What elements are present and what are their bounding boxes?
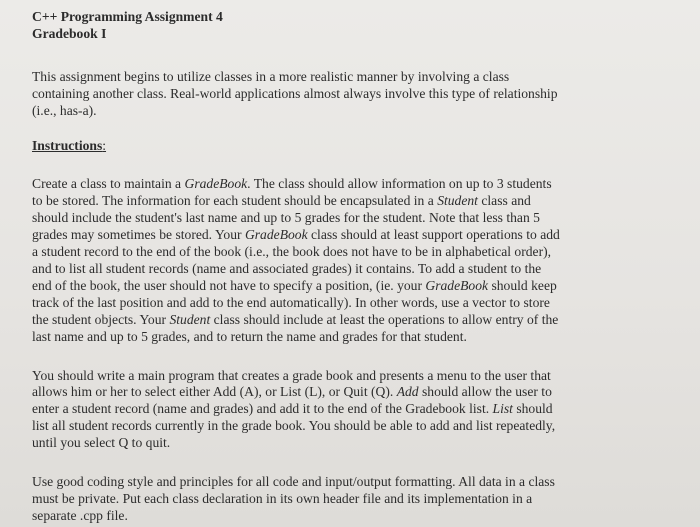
text-run: grades may sometimes be stored. Your [32,227,245,243]
text-run: end of the book, the user should not have to specify a position, (ie. your [32,277,426,293]
instructions-paragraph-2 [32,368,676,453]
text-run: a student record to the end of the book (i.e., the book does not have to be in alphabetical order), [32,244,552,260]
text-run: allows him or her to select either Add (A), or List (L), or Quit (Q). [32,384,397,400]
instructions-heading [32,138,676,155]
text-run: enter a student record (name and grades) and add it to the end of the Gradebook list. [32,401,493,417]
paragraph-line: must be private. Put each class declaration in its own header file and its implementation in a [32,490,533,506]
paragraph-line [32,384,676,401]
paragraph-line: Use good coding style and principles for all code and input/output formatting. All data in a class [32,474,555,490]
paragraph-line [32,244,676,261]
paragraph-line [32,368,676,385]
text-run: list all student records currently in the grade book. You should be able to add and list repeatedly, [32,418,556,434]
emphasis-text: GradeBook [244,227,308,243]
text-run: the student objects. Your [32,311,170,327]
paragraph-line [32,401,676,418]
paragraph-line [32,176,676,193]
text-run: should keep [488,277,557,293]
text-run: should allow the user to [418,384,552,400]
text-run: class should include at least the operations to allow entry of the [210,311,559,327]
instructions-heading-colon: : [102,137,107,153]
text-run: to be stored. The information for each student should be encapsulated in a [32,193,438,209]
paragraph-line [32,278,676,295]
emphasis-text: Add [396,384,419,400]
text-run: and to list all student records (name and associated grades) it contains. To add a student to the [32,260,542,276]
paragraph-line [32,329,676,346]
emphasis-text: List [492,401,513,417]
text-run: Create a class to maintain a [32,176,185,192]
text-run: class and [477,193,531,209]
assignment-title: Gradebook I [32,25,107,41]
paragraph-line [32,435,676,452]
text-run: should include the student's last name and up to 5 grades for the student. Note that less than 5 [32,210,540,226]
paragraph-line [32,210,676,227]
text-run: track of the last position and add to the end automatically). In other words, use a vector to store [32,294,550,310]
intro-line: (i.e., has-a). [32,102,97,118]
course-title: C++ Programming Assignment 4 [32,9,223,24]
paragraph-line [32,418,676,435]
paragraph-line: separate .cpp file. [32,507,128,523]
text-run: should [512,401,553,417]
text-run: class should at least support operations to add [307,227,560,243]
emphasis-text: GradeBook [425,277,489,293]
paragraph-line [32,312,676,329]
intro-paragraph [32,69,676,120]
text-run: last name and up to 5 grades, and to return the name and grades for that student. [32,328,467,344]
emphasis-text: Student [437,193,478,209]
paragraph-line [32,227,676,244]
text-run: until you select Q to quit. [32,435,171,451]
instructions-heading-text: Instructions [32,137,103,153]
intro-line: This assignment begins to utilize classes in a more realistic manner by involving a class [32,68,510,84]
paragraph-line [32,193,676,210]
intro-line: containing another class. Real-world applications almost always involve this type of relationship [32,85,558,101]
instructions-paragraph-1 [32,176,676,345]
text-run: You should write a main program that creates a grade book and presents a menu to the user that [32,367,551,383]
emphasis-text: GradeBook [184,176,248,192]
text-run: . The class should allow information on up to 3 students [247,176,552,192]
instructions-paragraph-3 [32,474,676,525]
paragraph-line [32,261,676,278]
paragraph-line [32,295,676,312]
emphasis-text: Student [169,311,211,327]
